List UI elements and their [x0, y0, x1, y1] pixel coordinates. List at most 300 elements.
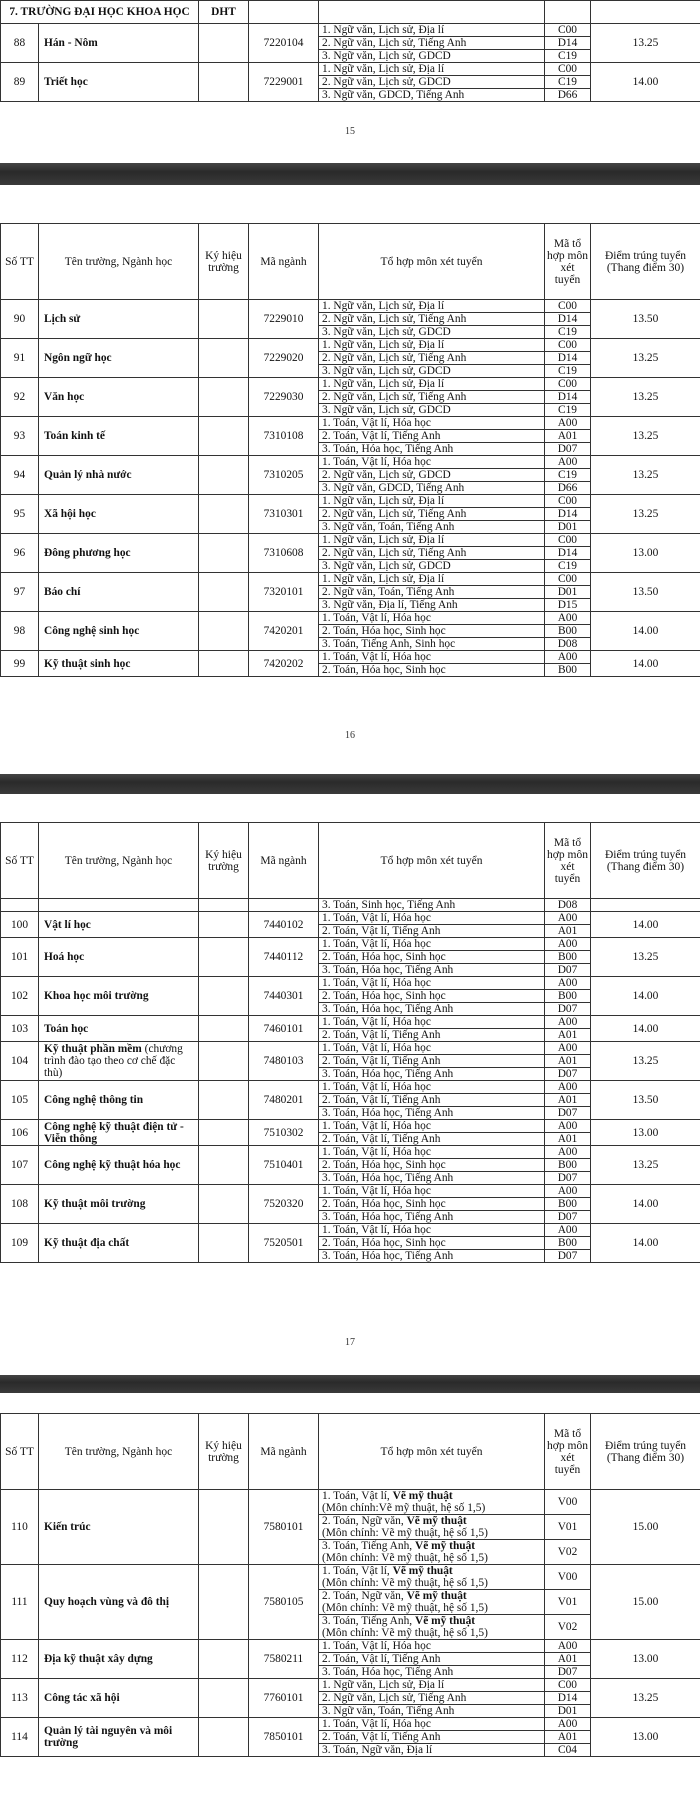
program-name [39, 534, 199, 573]
subject-combination: 1. Ngữ văn, Lịch sử, Địa lí [319, 1679, 545, 1692]
program-name-text: Kỹ thuật môi trường [44, 1198, 146, 1210]
school-code-cell [199, 1224, 249, 1263]
admission-score: 14.00 [591, 977, 700, 1016]
table-header-row [1, 224, 700, 300]
table-row [1, 1016, 700, 1029]
subject-combination: 3. Toán, Hóa học, Tiếng Anh [319, 1211, 545, 1224]
row-number: 101 [1, 938, 39, 977]
subject-combination: 1. Toán, Vật lí, Hóa học [319, 912, 545, 925]
program-code: 7480103 [249, 1042, 319, 1081]
program-code: 7320101 [249, 573, 319, 612]
admission-score: 14.00 [591, 1185, 700, 1224]
row-number: 100 [1, 912, 39, 938]
combination-code: C19 [545, 469, 591, 482]
combination-code: D66 [545, 89, 591, 102]
subject-combination: 2. Ngữ văn, Lịch sử, Tiếng Anh [319, 37, 545, 50]
subject-combination: 2. Toán, Hóa học, Sinh học [319, 1198, 545, 1211]
admission-score: 13.25 [591, 456, 700, 495]
program-name [39, 1146, 199, 1185]
row-number: 105 [1, 1081, 39, 1120]
combination-code: A00 [545, 1224, 591, 1237]
combination-note: (Môn chính: Vẽ mỹ thuật, hệ số 1,5) [322, 1527, 488, 1539]
subject-combination: 3. Toán, Hóa học, Tiếng Anh [319, 964, 545, 977]
program-name-text: Quản lý nhà nước [44, 469, 132, 481]
subject-combination: 2. Toán, Hóa học, Sinh học [319, 625, 545, 638]
admission-score: 13.25 [591, 1146, 700, 1185]
combination-code: A00 [545, 1016, 591, 1029]
combination-code: C00 [545, 339, 591, 352]
combination-code: C19 [545, 404, 591, 417]
admission-score: 13.25 [591, 1679, 700, 1718]
combination-code: A00 [545, 938, 591, 951]
header-name: Tên trường, Ngành học [39, 823, 199, 899]
page-16 [0, 185, 700, 774]
admission-score: 13.50 [591, 573, 700, 612]
combination-code: D14 [545, 547, 591, 560]
school-code-cell [199, 977, 249, 1016]
subject-combination [319, 1615, 545, 1640]
subject-combination: 3. Toán, Hóa học, Tiếng Anh [319, 1068, 545, 1081]
program-name [39, 300, 199, 339]
table-row [1, 339, 700, 352]
combination-code: A00 [545, 977, 591, 990]
program-name [39, 1718, 199, 1757]
admission-score: 14.00 [591, 1224, 700, 1263]
combination-code: V00 [545, 1565, 591, 1590]
combination-code: D07 [545, 1068, 591, 1081]
program-code: 7440112 [249, 938, 319, 977]
combination-code: D07 [545, 443, 591, 456]
program-name [39, 1016, 199, 1042]
table-row [1, 912, 700, 925]
row-number: 109 [1, 1224, 39, 1263]
page-separator [0, 1375, 700, 1393]
school-code-cell [199, 573, 249, 612]
table-row [1, 651, 700, 664]
combination-code: C19 [545, 76, 591, 89]
row-number: 90 [1, 300, 39, 339]
subject-combination: 1. Ngữ văn, Lịch sử, Địa lí [319, 300, 545, 313]
subject-combination: 3. Ngữ văn, Lịch sử, GDCD [319, 365, 545, 378]
admission-score: 13.25 [591, 938, 700, 977]
table-row [1, 938, 700, 951]
school-code-cell [199, 912, 249, 938]
program-name-text: Công nghệ kỹ thuật hóa học [44, 1159, 181, 1171]
page-separator [0, 774, 700, 794]
combination-code: A01 [545, 1653, 591, 1666]
header-diem: Điểm trúng tuyển (Thang điểm 30) [591, 224, 700, 300]
program-code: 7229030 [249, 378, 319, 417]
school-code-cell [199, 417, 249, 456]
combination-code: V02 [545, 1615, 591, 1640]
program-code: 7760101 [249, 1679, 319, 1718]
combination-line [322, 1590, 542, 1602]
admission-score: 13.50 [591, 1081, 700, 1120]
admission-score: 13.25 [591, 417, 700, 456]
program-name [39, 339, 199, 378]
combination-code: D14 [545, 391, 591, 404]
subject-combination: 3. Toán, Hóa học, Tiếng Anh [319, 1666, 545, 1679]
subject-combination: 3. Toán, Hóa học, Tiếng Anh [319, 1172, 545, 1185]
subject-combination: 2. Ngữ văn, Lịch sử, Tiếng Anh [319, 508, 545, 521]
program-name-text: Hán - Nôm [44, 37, 98, 49]
header-ma: Mã ngành [249, 224, 319, 300]
program-name-text: Công nghệ kỹ thuật điện tử - Viễn thông [44, 1120, 184, 1145]
combination-code: V01 [545, 1515, 591, 1540]
subject-combination: 1. Toán, Vật lí, Hóa học [319, 1120, 545, 1133]
program-name-text: Toán kinh tế [44, 430, 105, 442]
subject-combination: 2. Ngữ văn, Lịch sử, Tiếng Anh [319, 547, 545, 560]
row-number: 111 [1, 1565, 39, 1640]
program-name [39, 938, 199, 977]
subject-combination: 3. Ngữ văn, Lịch sử, GDCD [319, 404, 545, 417]
header-ma: Mã ngành [249, 1414, 319, 1490]
school-code-cell [199, 300, 249, 339]
subject-combination: 1. Toán, Vật lí, Hóa học [319, 977, 545, 990]
program-name [39, 1120, 199, 1146]
program-code: 7580105 [249, 1565, 319, 1640]
combination-code: A00 [545, 456, 591, 469]
row-number: 104 [1, 1042, 39, 1081]
table-row [1, 1185, 700, 1198]
admissions-table-page-16 [0, 223, 700, 677]
subject-combination: 3. Toán, Tiếng Anh, Sinh học [319, 638, 545, 651]
combination-code: A01 [545, 925, 591, 938]
program-name [39, 912, 199, 938]
subject-combination: 1. Toán, Vật lí, Hóa học [319, 456, 545, 469]
combination-code: D66 [545, 482, 591, 495]
admission-score: 13.00 [591, 1640, 700, 1679]
combination-code: D14 [545, 37, 591, 50]
header-diem: Điểm trúng tuyển (Thang điểm 30) [591, 823, 700, 899]
school-code-cell [199, 1565, 249, 1640]
combination-code: A00 [545, 912, 591, 925]
program-code: 7480201 [249, 1081, 319, 1120]
table-row [1, 1081, 700, 1094]
combination-code: A00 [545, 1185, 591, 1198]
combination-code: D07 [545, 1172, 591, 1185]
school-code-cell [199, 495, 249, 534]
header-mato: Mã tổ hợp môn xét tuyển [545, 1414, 591, 1490]
table-row [1, 977, 700, 990]
school-code-cell [199, 1042, 249, 1081]
subject-combination [319, 1490, 545, 1515]
program-name [39, 977, 199, 1016]
combination-code: B00 [545, 664, 591, 677]
subject-combination: 1. Toán, Vật lí, Hóa học [319, 612, 545, 625]
school-code-cell [199, 378, 249, 417]
subject-combination: 3. Toán, Hóa học, Tiếng Anh [319, 1003, 545, 1016]
subject-combination: 3. Toán, Ngữ văn, Địa lí [319, 1744, 545, 1757]
header-stt: Số TT [1, 823, 39, 899]
header-tohop: Tổ hợp môn xét tuyển [319, 1414, 545, 1490]
combination-code: D08 [545, 899, 591, 912]
admission-score: 15.00 [591, 1565, 700, 1640]
subject-combination: 3. Ngữ văn, Lịch sử, GDCD [319, 50, 545, 63]
table-row [1, 495, 700, 508]
combination-code: D15 [545, 599, 591, 612]
combination-code: A00 [545, 1042, 591, 1055]
program-code: 7229010 [249, 300, 319, 339]
combination-code: D01 [545, 1705, 591, 1718]
combination-code: C19 [545, 326, 591, 339]
combination-code: D01 [545, 586, 591, 599]
subject-combination: 1. Ngữ văn, Lịch sử, Địa lí [319, 495, 545, 508]
program-name [39, 24, 199, 63]
table-row [1, 24, 700, 37]
row-number: 106 [1, 1120, 39, 1146]
combination-line [322, 1540, 542, 1552]
program-code: 7310301 [249, 495, 319, 534]
combination-note: (Môn chính: Vẽ mỹ thuật, hệ số 1,5) [322, 1552, 488, 1564]
program-name [39, 1224, 199, 1263]
program-code: 7420201 [249, 612, 319, 651]
row-number: 95 [1, 495, 39, 534]
table-row [1, 300, 700, 313]
program-name-text: Quy hoạch vùng và đô thị [44, 1596, 170, 1608]
combination-code: A01 [545, 1029, 591, 1042]
program-code: 7520320 [249, 1185, 319, 1224]
program-code: 7520501 [249, 1224, 319, 1263]
program-code: 7229001 [249, 63, 319, 102]
subject-combination: 1. Toán, Vật lí, Hóa học [319, 1640, 545, 1653]
subject-combination: 2. Toán, Hóa học, Sinh học [319, 990, 545, 1003]
program-name-text: Công tác xã hội [44, 1692, 120, 1704]
admission-score: 14.00 [591, 912, 700, 938]
program-name [39, 1081, 199, 1120]
combination-code: B00 [545, 1237, 591, 1250]
page-18 [0, 1393, 700, 1803]
header-ky: Ký hiệu trường [199, 1414, 249, 1490]
page-separator [0, 163, 700, 185]
subject-combination: 2. Toán, Hóa học, Sinh học [319, 664, 545, 677]
combination-text: 1. Toán, Vật lí, Vẽ mỹ thuật [322, 1490, 453, 1502]
table-row [1, 63, 700, 76]
subject-combination: 1. Toán, Vật lí, Hóa học [319, 1224, 545, 1237]
row-number: 97 [1, 573, 39, 612]
subject-combination [319, 1515, 545, 1540]
combination-note: (Môn chính: Vẽ mỹ thuật, hệ số 1,5) [322, 1577, 488, 1589]
table-row [1, 1679, 700, 1692]
school-code-cell [199, 339, 249, 378]
combination-code: A00 [545, 651, 591, 664]
subject-combination: 2. Ngữ văn, Toán, Tiếng Anh [319, 586, 545, 599]
table-row [1, 456, 700, 469]
combination-code: A00 [545, 417, 591, 430]
program-name [39, 63, 199, 102]
page-15 [0, 0, 700, 163]
combination-code: A00 [545, 1718, 591, 1731]
admission-score: 13.25 [591, 1042, 700, 1081]
subject-combination: 1. Toán, Vật lí, Hóa học [319, 1185, 545, 1198]
admission-score: 13.00 [591, 1718, 700, 1757]
combination-code: C00 [545, 1679, 591, 1692]
program-name-text: Quản lý tài nguyên và môi trường [44, 1725, 173, 1749]
subject-combination: 1. Ngữ văn, Lịch sử, Địa lí [319, 339, 545, 352]
combination-code: C00 [545, 495, 591, 508]
school-code-cell [199, 24, 249, 63]
program-name-text: Xã hội học [44, 508, 96, 520]
table-row [1, 417, 700, 430]
admission-score: 15.00 [591, 1490, 700, 1565]
program-name [39, 651, 199, 677]
subject-combination: 2. Toán, Vật lí, Tiếng Anh [319, 1094, 545, 1107]
subject-combination: 3. Ngữ văn, Lịch sử, GDCD [319, 560, 545, 573]
header-stt: Số TT [1, 224, 39, 300]
combination-note: (Môn chính: Vẽ mỹ thuật, hệ số 1,5) [322, 1602, 488, 1614]
combination-text: 1. Toán, Vật lí, Vẽ mỹ thuật [322, 1565, 453, 1577]
table-row [1, 378, 700, 391]
combination-code: A00 [545, 1081, 591, 1094]
row-number: 99 [1, 651, 39, 677]
subject-combination: 1. Toán, Vật lí, Hóa học [319, 651, 545, 664]
table-row [1, 612, 700, 625]
combination-code: B00 [545, 1159, 591, 1172]
page-number: 17 [345, 1337, 355, 1348]
program-name-text: Vật lí học [44, 918, 91, 931]
combination-code: A00 [545, 1640, 591, 1653]
subject-combination: 1. Toán, Vật lí, Hóa học [319, 1016, 545, 1029]
subject-combination: 1. Ngữ văn, Lịch sử, Địa lí [319, 534, 545, 547]
header-mato: Mã tổ hợp môn xét tuyển [545, 224, 591, 300]
combination-code: D07 [545, 1211, 591, 1224]
program-code: 7220104 [249, 24, 319, 63]
combination-code: D14 [545, 313, 591, 326]
school-code-cell [199, 1146, 249, 1185]
combination-code: B00 [545, 1198, 591, 1211]
program-code: 7310608 [249, 534, 319, 573]
table-header-row [1, 1414, 700, 1490]
school-code-cell [199, 1490, 249, 1565]
subject-combination: 1. Toán, Vật lí, Hóa học [319, 417, 545, 430]
program-name [39, 573, 199, 612]
subject-combination: 2. Toán, Hóa học, Sinh học [319, 1159, 545, 1172]
subject-combination [319, 1540, 545, 1565]
admission-score: 13.00 [591, 534, 700, 573]
admission-score: 13.25 [591, 495, 700, 534]
header-diem: Điểm trúng tuyển (Thang điểm 30) [591, 1414, 700, 1490]
program-code: 7460101 [249, 1016, 319, 1042]
header-ma: Mã ngành [249, 823, 319, 899]
program-name [39, 495, 199, 534]
subject-combination: 2. Toán, Vật lí, Tiếng Anh [319, 925, 545, 938]
admissions-table-page-15 [0, 0, 700, 102]
subject-combination: 3. Ngữ văn, GDCD, Tiếng Anh [319, 89, 545, 102]
table-header-row [1, 823, 700, 899]
program-name-text: Triết học [44, 76, 88, 88]
combination-code: A01 [545, 430, 591, 443]
row-number: 114 [1, 1718, 39, 1757]
page-number: 15 [345, 126, 355, 137]
program-name [39, 1565, 199, 1640]
subject-combination: 1. Toán, Vật lí, Hóa học [319, 938, 545, 951]
header-ky: Ký hiệu trường [199, 224, 249, 300]
page-17 [0, 794, 700, 1375]
combination-code: D14 [545, 352, 591, 365]
program-name-text: Địa kỹ thuật xây dựng [44, 1653, 153, 1665]
header-tohop: Tổ hợp môn xét tuyển [319, 823, 545, 899]
admission-score: 14.00 [591, 63, 700, 102]
combination-code: V00 [545, 1490, 591, 1515]
row-number: 96 [1, 534, 39, 573]
subject-combination: 1. Ngữ văn, Lịch sử, Địa lí [319, 24, 545, 37]
combination-code: D07 [545, 964, 591, 977]
subject-combination [319, 1565, 545, 1590]
combination-code: C00 [545, 24, 591, 37]
program-name-text: Văn học [44, 391, 85, 403]
row-number: 110 [1, 1490, 39, 1565]
admission-score: 13.25 [591, 24, 700, 63]
program-name-text: Toán học [44, 1022, 89, 1035]
combination-code: V01 [545, 1590, 591, 1615]
program-name [39, 1679, 199, 1718]
program-name-text: Kỹ thuật địa chất [44, 1237, 130, 1249]
combination-code: A01 [545, 1094, 591, 1107]
table-row [1, 1224, 700, 1237]
program-code: 7420202 [249, 651, 319, 677]
table-row [1, 573, 700, 586]
combination-code: C00 [545, 573, 591, 586]
combination-text: 2. Toán, Ngữ văn, Vẽ mỹ thuật [322, 1590, 467, 1602]
page-number: 16 [345, 730, 355, 741]
program-name [39, 1042, 199, 1081]
table-row [1, 1146, 700, 1159]
program-name [39, 1185, 199, 1224]
header-stt: Số TT [1, 1414, 39, 1490]
program-name-text: Báo chí [44, 586, 81, 598]
program-code: 7580101 [249, 1490, 319, 1565]
row-number: 93 [1, 417, 39, 456]
table-row [1, 1718, 700, 1731]
table-row [1, 1565, 700, 1590]
table-row [1, 534, 700, 547]
program-name [39, 456, 199, 495]
program-code: 7229020 [249, 339, 319, 378]
row-number: 89 [1, 63, 39, 102]
combination-code: A01 [545, 1055, 591, 1068]
combination-line [322, 1565, 542, 1577]
subject-combination: 2. Toán, Vật lí, Tiếng Anh [319, 1133, 545, 1146]
admission-score: 14.00 [591, 651, 700, 677]
school-code-cell [199, 1640, 249, 1679]
subject-combination: 1. Ngữ văn, Lịch sử, Địa lí [319, 573, 545, 586]
program-name-text: Khoa học môi trường [44, 990, 149, 1002]
combination-code: V02 [545, 1540, 591, 1565]
admission-score: 13.25 [591, 378, 700, 417]
program-code: 7440102 [249, 912, 319, 938]
program-name [39, 378, 199, 417]
combination-code: A00 [545, 1120, 591, 1133]
program-code: 7310205 [249, 456, 319, 495]
combination-line [322, 1490, 542, 1502]
subject-combination: 3. Toán, Hóa học, Tiếng Anh [319, 1250, 545, 1263]
combination-code: A00 [545, 612, 591, 625]
combination-code: C19 [545, 365, 591, 378]
combination-code: D01 [545, 521, 591, 534]
row-number: 108 [1, 1185, 39, 1224]
combination-line [322, 1615, 542, 1627]
subject-combination: 2. Toán, Hóa học, Sinh học [319, 951, 545, 964]
subject-combination: 3. Ngữ văn, Lịch sử, GDCD [319, 326, 545, 339]
combination-code: D07 [545, 1107, 591, 1120]
program-name [39, 1640, 199, 1679]
table-row [1, 1120, 700, 1133]
program-name-text: Công nghệ thông tin [44, 1094, 144, 1106]
combination-code: A01 [545, 1133, 591, 1146]
subject-combination: 3. Ngữ văn, Toán, Tiếng Anh [319, 1705, 545, 1718]
combination-text: 2. Toán, Ngữ văn, Vẽ mỹ thuật [322, 1515, 467, 1527]
header-name: Tên trường, Ngành học [39, 1414, 199, 1490]
